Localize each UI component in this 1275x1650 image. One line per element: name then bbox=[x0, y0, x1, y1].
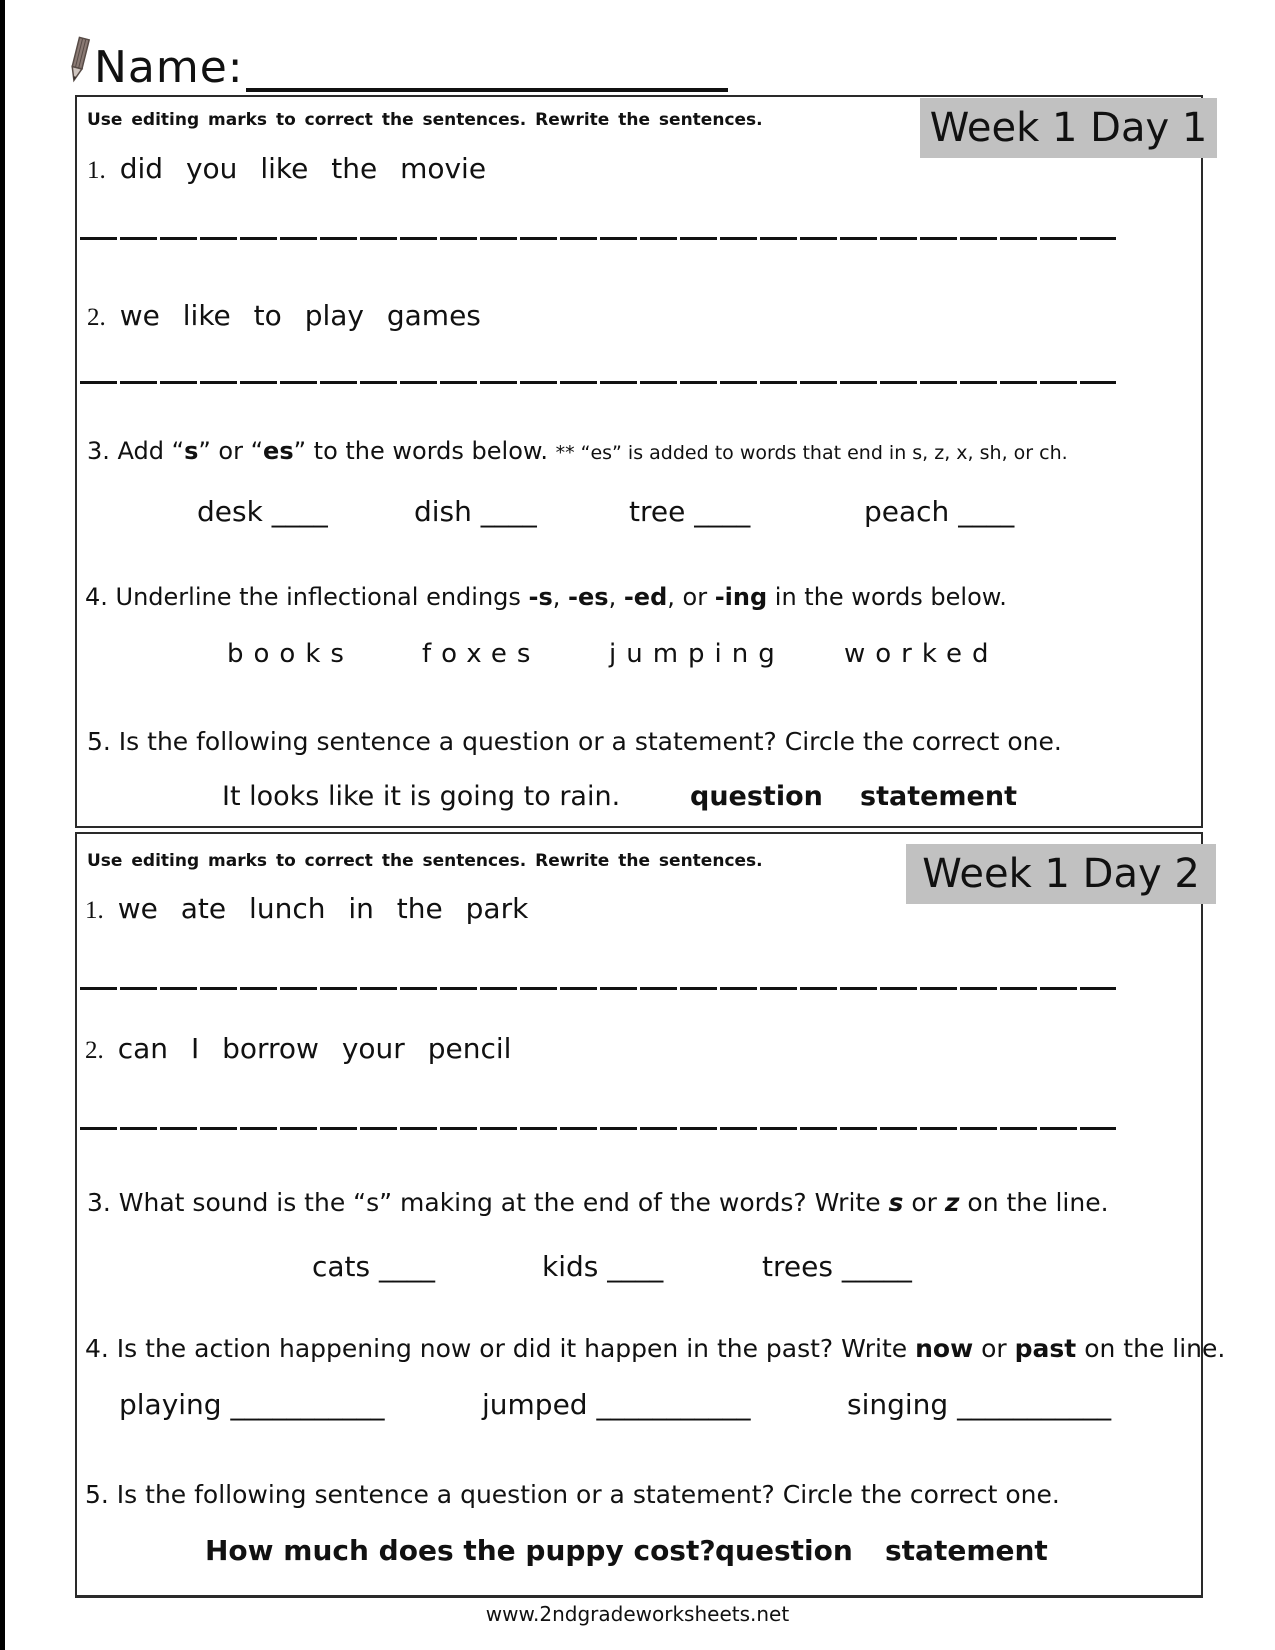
day1-badge: Week 1 Day 1 bbox=[920, 98, 1217, 158]
word-label: dish bbox=[414, 495, 472, 528]
q4-bold-ed: -ed bbox=[623, 583, 668, 611]
q3-bold-s: s bbox=[184, 437, 199, 465]
q3-text: ” or “ bbox=[198, 437, 264, 465]
word-item bbox=[482, 1388, 750, 1421]
q3-text: 3. What sound is the “s” making at the end of the words? Write bbox=[87, 1188, 889, 1217]
q4-bold-past: past bbox=[1014, 1334, 1077, 1363]
word-label: jumped bbox=[482, 1388, 588, 1421]
q4-text: 4. Underline the inflectional endings bbox=[85, 583, 529, 611]
q4-text: , bbox=[608, 583, 624, 611]
question-sentence: we ate lunch in the park bbox=[117, 892, 529, 925]
pencil-icon bbox=[66, 34, 92, 90]
day2-panel bbox=[75, 832, 1226, 1598]
answer-blank[interactable]: ____ bbox=[379, 1250, 436, 1283]
question-number: 2. bbox=[87, 304, 106, 331]
answer-blank[interactable]: ___________ bbox=[230, 1388, 385, 1421]
name-header bbox=[66, 34, 728, 92]
q3-note: ** “es” is added to words that end in s, z, x, sh, or ch. bbox=[555, 442, 1068, 464]
q3-bold-s: s bbox=[888, 1188, 904, 1217]
rewrite-line[interactable] bbox=[80, 381, 1116, 384]
q4-bold-es: -es bbox=[568, 583, 609, 611]
answer-blank[interactable]: ____ bbox=[607, 1250, 664, 1283]
word-item bbox=[197, 495, 328, 528]
question-sentence: we like to play games bbox=[119, 299, 481, 332]
option-question[interactable]: question bbox=[715, 1534, 853, 1567]
word-item bbox=[414, 495, 537, 528]
word-item bbox=[629, 495, 750, 528]
question-number: 1. bbox=[85, 897, 104, 924]
answer-blank[interactable]: _____ bbox=[841, 1250, 912, 1283]
day2-q3 bbox=[87, 1188, 1109, 1217]
rewrite-line[interactable] bbox=[80, 987, 1116, 990]
q3-text: or bbox=[903, 1188, 945, 1217]
rewrite-line[interactable] bbox=[80, 237, 1116, 240]
day2-q1 bbox=[85, 892, 528, 925]
name-label: Name: bbox=[94, 41, 244, 93]
word-label: singing bbox=[847, 1388, 949, 1421]
question-sentence: did you like the movie bbox=[119, 152, 487, 185]
q5-sentence: It looks like it is going to rain. bbox=[222, 781, 621, 812]
word-label: playing bbox=[119, 1388, 222, 1421]
day1-q3 bbox=[87, 437, 1068, 465]
underline-word[interactable]: foxes bbox=[422, 639, 541, 669]
website-footer: www.2ndgradeworksheets.net bbox=[485, 1602, 790, 1626]
answer-blank[interactable]: ____ bbox=[958, 495, 1015, 528]
word-item bbox=[119, 1388, 385, 1421]
q5-sentence: How much does the puppy cost? bbox=[205, 1534, 716, 1567]
q4-text: , bbox=[552, 583, 569, 611]
underline-word[interactable]: books bbox=[227, 639, 354, 669]
word-item bbox=[762, 1250, 912, 1283]
answer-blank[interactable]: ____ bbox=[694, 495, 751, 528]
day2-instruction: Use editing marks to correct the sentences. Rewrite the sentences. bbox=[87, 851, 763, 871]
answer-blank[interactable]: ___________ bbox=[596, 1388, 751, 1421]
word-label: trees bbox=[762, 1250, 833, 1283]
word-item bbox=[542, 1250, 663, 1283]
day1-q1 bbox=[87, 152, 486, 185]
day2-q4 bbox=[85, 1334, 1225, 1363]
day2-q2 bbox=[85, 1032, 511, 1065]
underline-word[interactable]: worked bbox=[844, 639, 999, 669]
answer-blank[interactable]: ____ bbox=[271, 495, 328, 528]
day1-q5: 5. Is the following sentence a question or a statement? Circle the correct one. bbox=[87, 727, 1062, 756]
word-label: peach bbox=[864, 495, 950, 528]
q3-bold-z: z bbox=[944, 1188, 960, 1217]
word-label: kids bbox=[542, 1250, 599, 1283]
rewrite-line[interactable] bbox=[80, 1127, 1116, 1130]
day1-panel bbox=[75, 95, 1208, 828]
q4-text: in the words below. bbox=[767, 583, 1007, 611]
word-label: desk bbox=[197, 495, 263, 528]
day1-q2 bbox=[87, 299, 481, 332]
answer-blank[interactable]: ___________ bbox=[957, 1388, 1112, 1421]
question-number: 1. bbox=[87, 157, 106, 184]
q4-text: or bbox=[973, 1334, 1015, 1363]
day2-q5: 5. Is the following sentence a question or a statement? Circle the correct one. bbox=[85, 1480, 1060, 1509]
q4-text: on the line. bbox=[1076, 1334, 1226, 1363]
word-item bbox=[312, 1250, 435, 1283]
question-number: 2. bbox=[85, 1037, 104, 1064]
q4-text: , or bbox=[667, 583, 715, 611]
option-question[interactable]: question bbox=[690, 781, 823, 812]
q4-bold-ing: -ing bbox=[714, 583, 768, 611]
q4-text: 4. Is the action happening now or did it happen in the past? Write bbox=[85, 1334, 916, 1363]
day1-instruction: Use editing marks to correct the sentences. Rewrite the sentences. bbox=[87, 110, 763, 130]
word-item bbox=[847, 1388, 1111, 1421]
answer-blank[interactable]: ____ bbox=[480, 495, 537, 528]
q3-text: on the line. bbox=[959, 1188, 1109, 1217]
word-label: cats bbox=[312, 1250, 371, 1283]
day2-badge: Week 1 Day 2 bbox=[906, 844, 1216, 904]
word-item bbox=[864, 495, 1014, 528]
scan-edge-bar bbox=[0, 0, 5, 1650]
underline-word[interactable]: jumping bbox=[609, 639, 785, 669]
option-statement[interactable]: statement bbox=[885, 1534, 1048, 1567]
question-sentence: can I borrow your pencil bbox=[117, 1032, 512, 1065]
option-statement[interactable]: statement bbox=[860, 781, 1017, 812]
q4-bold-s: -s bbox=[528, 583, 553, 611]
q3-text: ” to the words below. bbox=[293, 437, 556, 465]
q3-bold-es: es bbox=[263, 437, 294, 465]
name-input-line[interactable] bbox=[246, 52, 728, 92]
day1-q4 bbox=[85, 583, 1007, 611]
word-label: tree bbox=[629, 495, 686, 528]
q3-text: 3. Add “ bbox=[87, 437, 185, 465]
q4-bold-now: now bbox=[915, 1334, 974, 1363]
